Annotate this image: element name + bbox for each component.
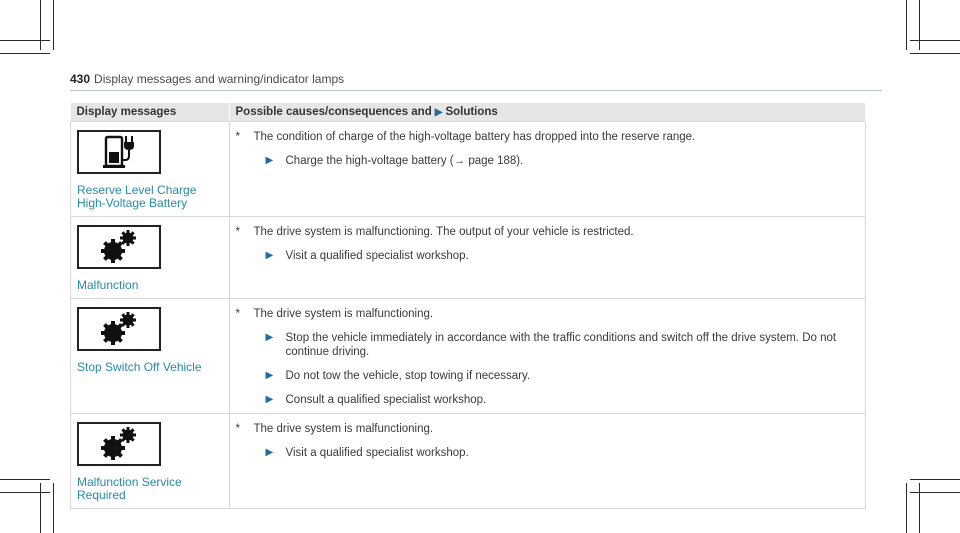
- message-label: Reserve Level Charge High-Voltage Battery: [77, 183, 197, 210]
- cause-text: The drive system is malfunctioning.: [253, 423, 434, 435]
- crop-mark: [40, 0, 41, 50]
- cause-cell: [229, 299, 866, 414]
- crop-mark: [910, 40, 960, 41]
- header-causes: Possible causes/consequences and: [235, 106, 432, 118]
- cause-cell: [229, 122, 866, 217]
- table-row: [71, 217, 866, 299]
- crop-mark: [0, 492, 50, 493]
- table-row: [71, 414, 866, 509]
- solution-text: Visit a qualified specialist workshop.: [285, 447, 469, 459]
- display-cell: [71, 122, 230, 217]
- display-messages-table: [70, 103, 866, 509]
- cause: [236, 422, 860, 436]
- solution-item: [236, 393, 860, 407]
- cause-text: The condition of charge of the high-voltage battery has dropped into the reserve range.: [253, 131, 696, 143]
- cause-text: The drive system is malfunctioning.: [253, 308, 434, 320]
- play-arrow-icon: ▶: [434, 107, 443, 118]
- bullet-star: *: [235, 131, 240, 143]
- solution-text: Charge the high-voltage battery (→ page 188).: [285, 155, 524, 167]
- ev-charging-station-icon: [77, 130, 161, 174]
- display-cell: [71, 299, 230, 414]
- play-arrow-icon: ▶: [265, 250, 274, 261]
- table-row: [71, 299, 866, 414]
- header-solutions: Solutions: [445, 106, 498, 118]
- crop-mark: [0, 479, 50, 480]
- header-rule: [70, 90, 882, 91]
- crop-mark: [0, 40, 50, 41]
- crop-mark: [53, 483, 54, 533]
- cause-cell: [229, 414, 866, 509]
- solution-item: [236, 446, 860, 460]
- solution-item: [236, 331, 860, 359]
- play-arrow-icon: ▶: [265, 447, 274, 458]
- cause-text: The drive system is malfunctioning. The output of your vehicle is restricted.: [253, 226, 634, 238]
- table-header-row: [71, 103, 866, 122]
- cause: [236, 130, 860, 144]
- header-causes-solutions: [229, 103, 866, 122]
- display-cell: [71, 217, 230, 299]
- crop-mark: [906, 483, 907, 533]
- crop-mark: [906, 0, 907, 50]
- page-number: 430: [70, 72, 91, 86]
- page-header: [70, 72, 344, 86]
- crop-mark: [910, 53, 960, 54]
- play-arrow-icon: ▶: [265, 332, 274, 343]
- drive-system-gears-icon: [77, 422, 161, 466]
- message-label: Stop Switch Off Vehicle: [77, 360, 202, 374]
- message-label: Malfunction: [77, 278, 139, 292]
- bullet-star: *: [235, 226, 240, 238]
- play-arrow-icon: ▶: [265, 370, 274, 381]
- crop-mark: [919, 483, 920, 533]
- solution-text: Visit a qualified specialist workshop.: [285, 250, 469, 262]
- display-cell: [71, 414, 230, 509]
- bullet-star: *: [235, 423, 240, 435]
- message-label: Malfunction Service Required: [77, 475, 182, 502]
- cause-cell: [229, 217, 866, 299]
- drive-system-gears-icon: [77, 307, 161, 351]
- table-row: [71, 122, 866, 217]
- header-display-messages: Display messages: [71, 103, 230, 122]
- solution-text: Stop the vehicle immediately in accordance with the traffic conditions and switch off the drive system. Do not continue driving.: [285, 332, 837, 358]
- crop-mark: [53, 0, 54, 50]
- crop-mark: [0, 53, 50, 54]
- solution-text: Consult a qualified specialist workshop.: [285, 394, 487, 406]
- crop-mark: [919, 0, 920, 50]
- section-title: Display messages and warning/indicator lamps: [94, 72, 345, 86]
- solution-item: [236, 249, 860, 263]
- crop-mark: [40, 483, 41, 533]
- cause: [236, 225, 860, 239]
- solution-item: [236, 154, 860, 168]
- drive-system-gears-icon: [77, 225, 161, 269]
- cause: [236, 307, 860, 321]
- play-arrow-icon: ▶: [265, 394, 274, 405]
- bullet-star: *: [235, 308, 240, 320]
- crop-mark: [910, 479, 960, 480]
- crop-mark: [910, 492, 960, 493]
- play-arrow-icon: ▶: [265, 155, 274, 166]
- solution-item: [236, 369, 860, 383]
- solution-text: Do not tow the vehicle, stop towing if necessary.: [285, 370, 531, 382]
